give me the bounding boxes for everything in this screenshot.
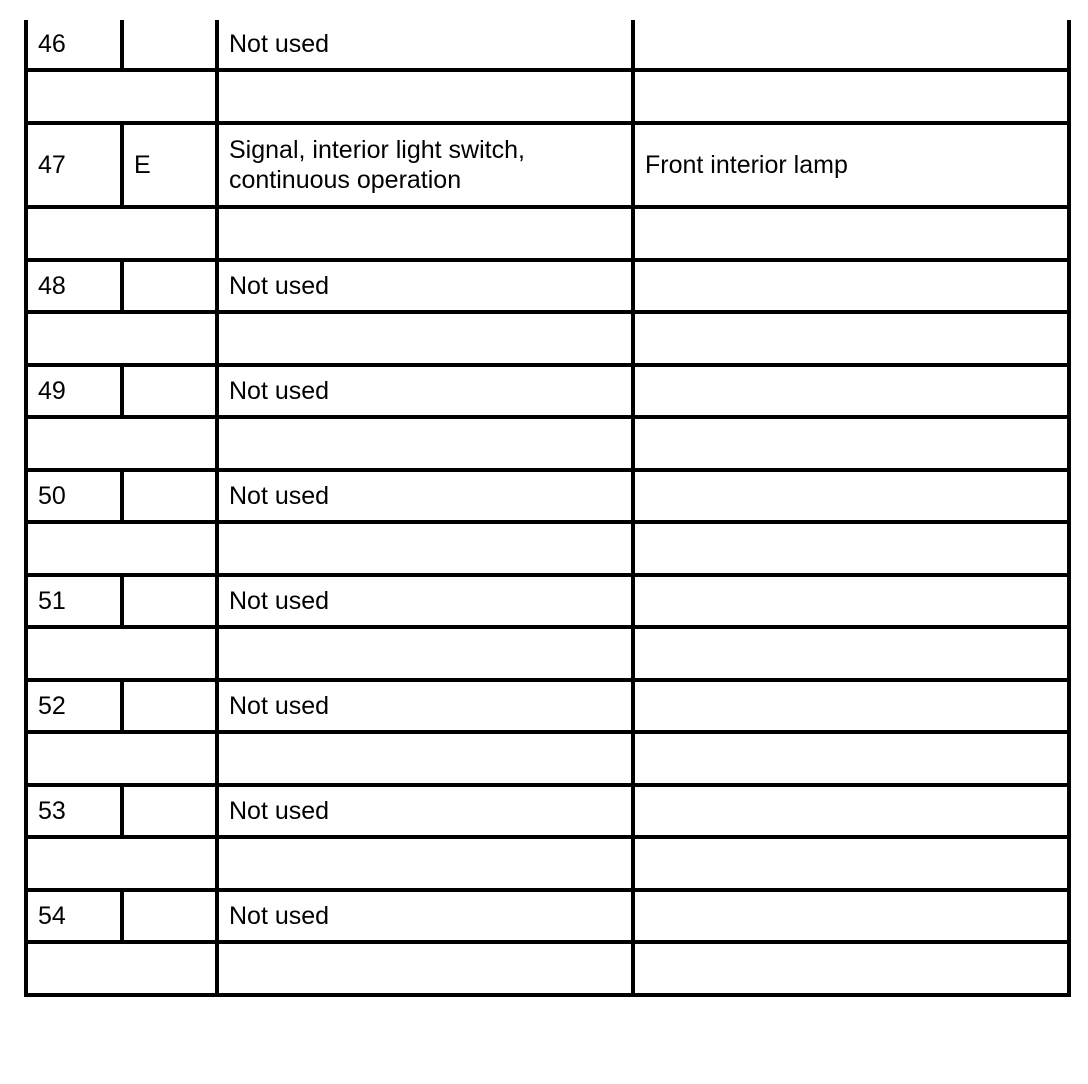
spacer-cell — [26, 70, 217, 123]
description-line: Not used — [229, 30, 330, 58]
spacer-cell — [26, 627, 217, 680]
spacer-row — [26, 837, 1069, 890]
spacer-row — [26, 312, 1069, 365]
description-line: Not used — [229, 272, 330, 300]
pin-number-cell: 46 — [26, 20, 122, 70]
pin-number-cell: 50 — [26, 470, 122, 522]
signal-code-cell — [122, 575, 217, 627]
spacer-row — [26, 70, 1069, 123]
spacer-cell — [217, 312, 633, 365]
spacer-cell — [217, 417, 633, 470]
table-row — [26, 260, 1069, 312]
signal-code-cell — [122, 890, 217, 942]
spacer-row — [26, 207, 1069, 260]
component-cell: Front interior lamp — [633, 123, 1069, 207]
description-cell — [217, 365, 633, 417]
spacer-cell — [217, 70, 633, 123]
description-line: Not used — [229, 587, 330, 615]
description-line: Not used — [229, 902, 330, 930]
description-line: continuous operation — [229, 166, 462, 194]
spacer-cell — [633, 312, 1069, 365]
spacer-cell — [633, 522, 1069, 575]
spacer-row — [26, 522, 1069, 575]
signal-code-cell — [122, 785, 217, 837]
description-line: Not used — [229, 377, 330, 405]
spacer-cell — [633, 70, 1069, 123]
spacer-cell — [26, 312, 217, 365]
description-cell — [217, 470, 633, 522]
component-cell — [633, 680, 1069, 732]
pin-number-cell: 53 — [26, 785, 122, 837]
signal-code-cell — [122, 20, 217, 70]
pin-number-cell: 52 — [26, 680, 122, 732]
description-line: Not used — [229, 797, 330, 825]
signal-code-cell — [122, 365, 217, 417]
pin-number-cell: 54 — [26, 890, 122, 942]
spacer-cell — [217, 942, 633, 995]
description-cell — [217, 20, 633, 70]
signal-code-cell: E — [122, 123, 217, 207]
spacer-row — [26, 942, 1069, 995]
component-cell — [633, 575, 1069, 627]
spacer-row — [26, 732, 1069, 785]
pin-table — [24, 20, 1071, 997]
component-cell — [633, 890, 1069, 942]
description-cell — [217, 680, 633, 732]
description-cell — [217, 123, 633, 207]
spacer-cell — [633, 207, 1069, 260]
table-row — [26, 785, 1069, 837]
spacer-cell — [217, 207, 633, 260]
description-cell — [217, 785, 633, 837]
spacer-cell — [26, 942, 217, 995]
table-row — [26, 470, 1069, 522]
description-line: Not used — [229, 692, 330, 720]
component-cell — [633, 785, 1069, 837]
table-row — [26, 680, 1069, 732]
spacer-row — [26, 417, 1069, 470]
table-row — [26, 20, 1069, 70]
description-cell — [217, 260, 633, 312]
description-line: Signal, interior light switch, — [229, 136, 525, 164]
spacer-cell — [26, 417, 217, 470]
spacer-cell — [633, 837, 1069, 890]
description-cell — [217, 890, 633, 942]
pin-number-cell: 48 — [26, 260, 122, 312]
table-row — [26, 123, 1069, 207]
spacer-cell — [217, 837, 633, 890]
spacer-cell — [26, 207, 217, 260]
spacer-cell — [217, 522, 633, 575]
spacer-cell — [26, 522, 217, 575]
table-row — [26, 365, 1069, 417]
component-cell — [633, 365, 1069, 417]
pin-number-cell: 51 — [26, 575, 122, 627]
spacer-row — [26, 627, 1069, 680]
component-cell — [633, 260, 1069, 312]
spacer-cell — [26, 732, 217, 785]
spacer-cell — [26, 837, 217, 890]
spacer-cell — [217, 627, 633, 680]
spacer-cell — [633, 942, 1069, 995]
description-line: Not used — [229, 482, 330, 510]
table-row — [26, 890, 1069, 942]
spacer-cell — [217, 732, 633, 785]
pin-number-cell: 47 — [26, 123, 122, 207]
signal-code-cell — [122, 680, 217, 732]
spacer-cell — [633, 417, 1069, 470]
table-row — [26, 575, 1069, 627]
pin-number-cell: 49 — [26, 365, 122, 417]
component-cell — [633, 20, 1069, 70]
component-cell — [633, 470, 1069, 522]
pin-table-body — [26, 20, 1069, 995]
spacer-cell — [633, 732, 1069, 785]
signal-code-cell — [122, 470, 217, 522]
spacer-cell — [633, 627, 1069, 680]
description-cell — [217, 575, 633, 627]
signal-code-cell — [122, 260, 217, 312]
